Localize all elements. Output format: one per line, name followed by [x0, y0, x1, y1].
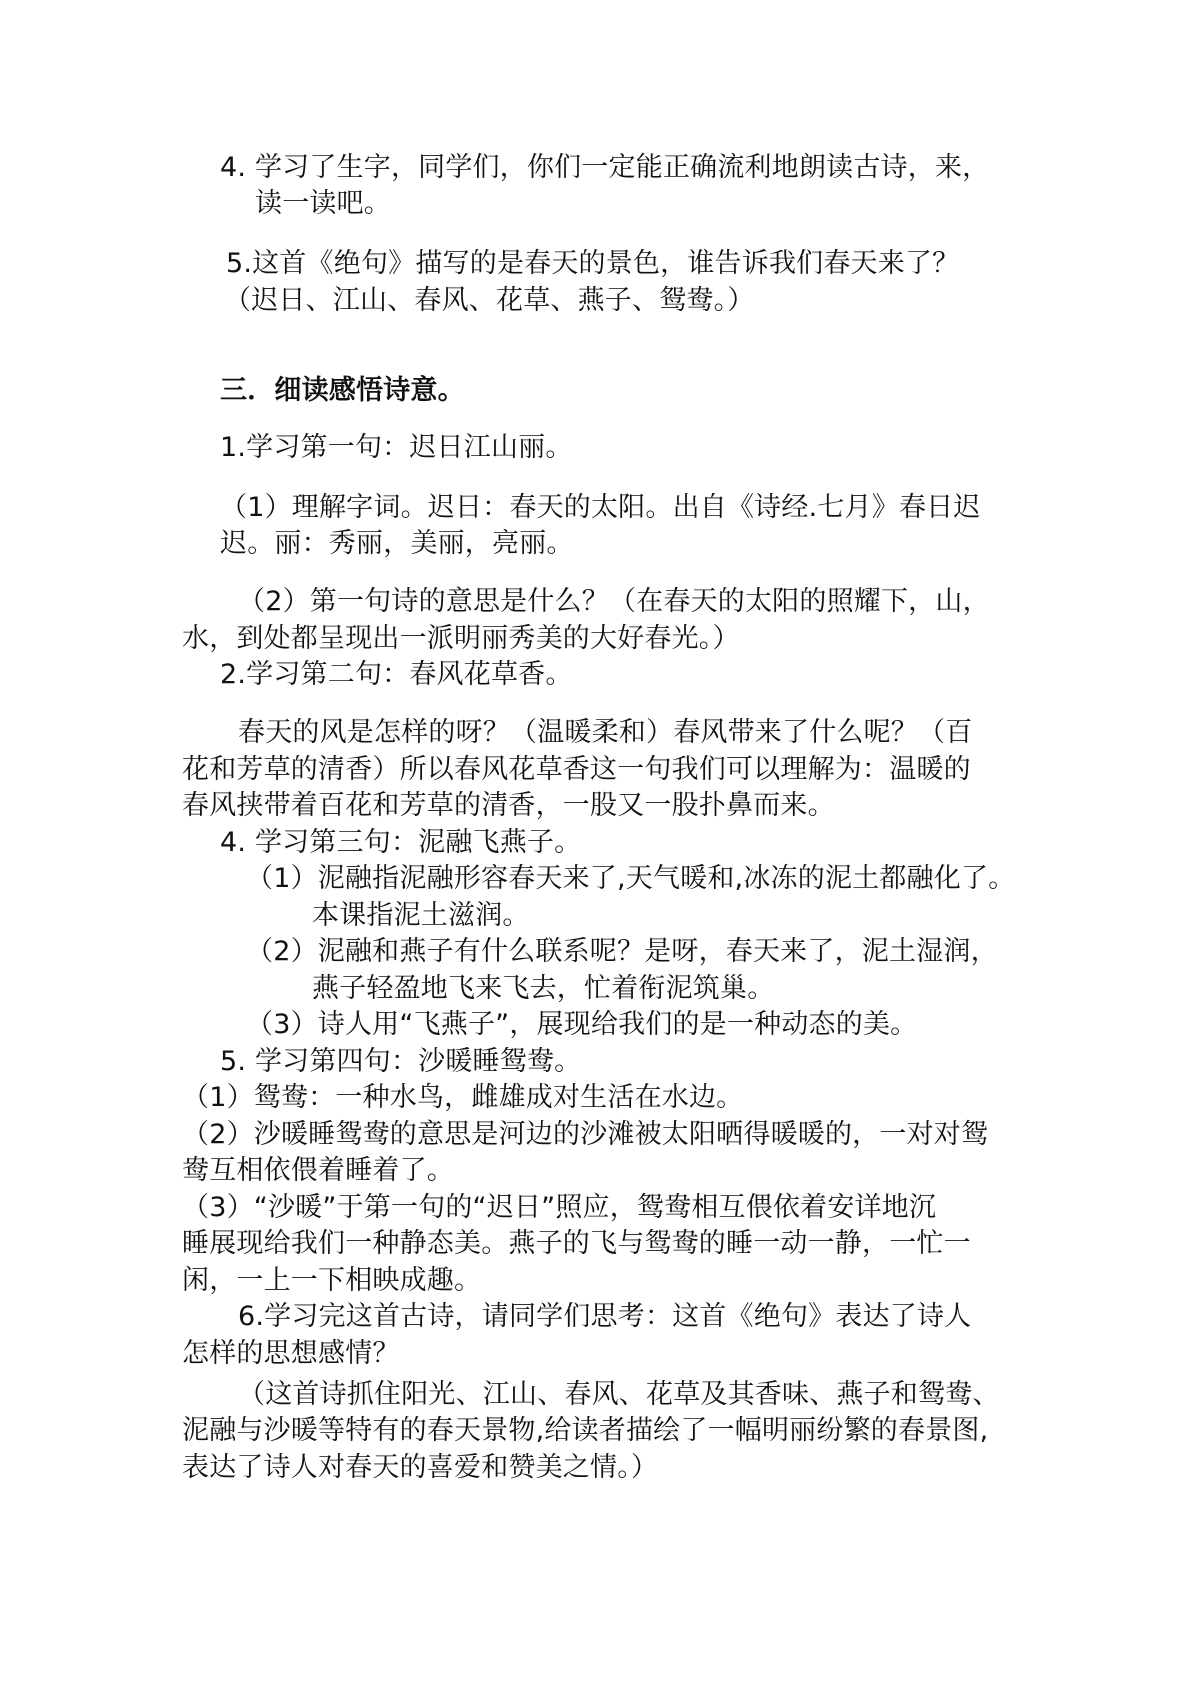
text-line: 表达了诗人对春天的喜爱和赞美之情。）	[182, 1452, 659, 1483]
text-line: 春天的风是怎样的呀？（温暖柔和）春风带来了什么呢？（百	[238, 717, 973, 748]
text-line: （这首诗抓住阳光、江山、春风、花草及其香味、燕子和鸳鸯、	[238, 1379, 1000, 1410]
text-line: 花和芳草的清香）所以春风花草香这一句我们可以理解为：温暖的	[182, 754, 971, 785]
text-line: 5.这首《绝句》描写的是春天的景色，谁告诉我们春天来了？	[226, 248, 960, 279]
text-line: 睡展现给我们一种静态美。燕子的飞与鸳鸯的睡一动一静，一忙一	[182, 1228, 971, 1259]
text-line: 迟。丽：秀丽，美丽，亮丽。	[220, 528, 574, 559]
text-line: （1）鸳鸯：一种水鸟，雌雄成对生活在水边。	[182, 1082, 744, 1113]
text-line: 春风挟带着百花和芳草的清香，一股又一股扑鼻而来。	[182, 790, 835, 821]
text-line: 1.学习第一句：迟日江山丽。	[220, 432, 573, 463]
text-line: 泥融与沙暖等特有的春天景物,给读者描绘了一幅明丽纷繁的春景图,	[182, 1415, 989, 1446]
text-line: 4. 学习第三句：泥融飞燕子。	[220, 827, 582, 858]
text-line: （2）沙暖睡鸳鸯的意思是河边的沙滩被太阳晒得暖暖的，一对对鸳	[182, 1119, 989, 1150]
text-line: 6.学习完这首古诗，请同学们思考：这首《绝句》表达了诗人	[238, 1301, 972, 1332]
text-line: 鸯互相依偎着睡着了。	[182, 1155, 454, 1186]
text-line: 读一读吧。	[255, 188, 391, 219]
text-line: （1）泥融指泥融形容春天来了,天气暖和,冰冻的泥土都融化了。	[246, 863, 1016, 894]
text-line: （3）“沙暖”于第一句的“迟日”照应，鸳鸯相互偎依着安详地沉	[182, 1192, 937, 1223]
text-line: 燕子轻盈地飞来飞去，忙着衔泥筑巢。	[312, 973, 775, 1004]
text-line: （迟日、江山、春风、花草、燕子、鸳鸯。）	[224, 285, 755, 316]
text-line: 本课指泥土滋润。	[312, 900, 530, 931]
text-line: （1）理解字词。迟日：春天的太阳。出自《诗经.七月》春日迟	[220, 492, 981, 523]
text-line: 2.学习第二句：春风花草香。	[220, 659, 573, 690]
text-line: （2）第一句诗的意思是什么？（在春天的太阳的照耀下，山，	[238, 586, 990, 617]
text-line: 5. 学习第四句：沙暖睡鸳鸯。	[220, 1046, 582, 1077]
text-line: 水，到处都呈现出一派明丽秀美的大好春光。）	[182, 623, 740, 654]
text-line: 怎样的思想感情？	[182, 1338, 400, 1369]
section-heading: 三．细读感悟诗意。	[220, 375, 465, 406]
text-line: 4. 学习了生字，同学们，你们一定能正确流利地朗读古诗，来，	[220, 152, 990, 183]
text-line: （2）泥融和燕子有什么联系呢？是呀，春天来了，泥土湿润，	[246, 936, 998, 967]
text-line: （3）诗人用“飞燕子”，展现给我们的是一种动态的美。	[246, 1009, 918, 1040]
text-line: 闲，一上一下相映成趣。	[182, 1265, 482, 1296]
